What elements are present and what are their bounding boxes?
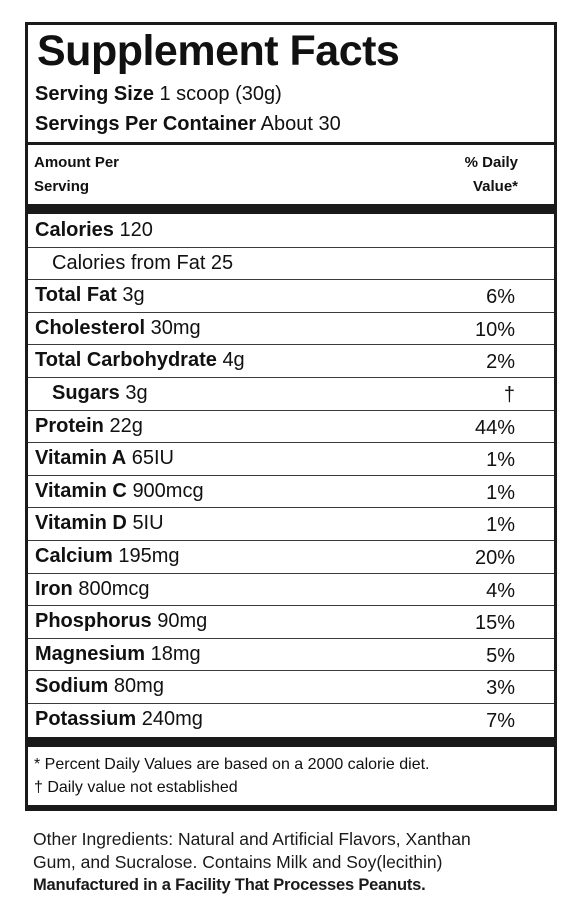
nutrient-name [35,511,164,535]
nutrient-amount: 195mg [118,544,180,567]
nutrient-amount: 18mg [150,642,201,665]
nutrient-row [28,606,554,639]
nutrient-label: Total Carbohydrate [35,349,217,372]
nutrient-row [28,378,554,411]
nutrient-daily-value: 3% [486,677,515,700]
nutrient-name [35,283,145,307]
serving-size [35,82,282,106]
nutrient-label: Vitamin D [35,512,127,535]
servings-per-container-label: Servings Per Container [35,113,257,135]
nutrient-label: Sodium [35,675,109,698]
supplement-facts-panel [25,22,557,811]
nutrient-amount: 120 [119,219,153,241]
serving-size-value: 1 scoop (30g) [159,83,282,105]
nutrient-row [28,443,554,476]
nutrient-label: Magnesium [35,642,146,665]
nutrient-label: Phosphorus [35,610,152,633]
nutrient-label: Protein [35,414,104,437]
nutrient-amount: 900mcg [132,479,204,502]
nutrient-label: Cholesterol [35,316,146,339]
nutrient-name [35,707,203,731]
nutrient-amount: 65IU [131,447,174,470]
nutrient-name [35,218,153,242]
nutrient-label: Vitamin A [35,447,127,470]
divider-thick [28,204,554,214]
nutrient-daily-value: 10% [474,318,515,341]
nutrient-row [28,541,554,574]
footnote-percent-dv: * Percent Daily Values are based on a 2000 calorie diet. [34,756,430,773]
nutrient-amount: Calories from Fat 25 [52,251,234,274]
nutrient-name [52,381,148,405]
nutrient-table [28,215,554,737]
ingredients-line-1: Other Ingredients: Natural and Artificial Flavors, Xanthan [33,829,471,849]
nutrient-row [28,280,554,313]
nutrient-daily-value: 2% [486,351,515,374]
nutrient-name [35,446,174,470]
nutrient-label: Calories [35,219,114,241]
nutrient-amount: 3g [122,284,145,307]
nutrient-row [28,639,554,672]
nutrient-row [28,574,554,607]
nutrient-amount: 30mg [150,316,201,339]
servings-per-container-value: About 30 [260,113,341,135]
divider-footer [28,805,554,808]
nutrient-name [35,642,201,666]
serving-size-label: Serving Size [35,83,154,105]
nutrient-amount: 80mg [113,675,164,698]
nutrient-amount: 3g [125,381,148,404]
nutrient-row [28,345,554,378]
nutrient-row [28,411,554,444]
nutrient-row [28,476,554,509]
header-dv-line-2: Value* [472,178,518,195]
other-ingredients [33,828,563,897]
nutrient-label: Vitamin C [35,479,127,502]
nutrient-label: Total Fat [35,284,117,307]
header-amount-per-serving [34,151,119,199]
nutrient-name [35,544,180,568]
nutrient-label: Iron [35,577,73,600]
nutrient-daily-value: 6% [486,286,515,309]
nutrient-daily-value: 4% [486,579,515,602]
nutrient-row [28,704,554,737]
nutrient-amount: 800mcg [78,577,150,600]
allergen-statement: Manufactured in a Facility That Processes Peanuts. [33,876,426,894]
nutrient-daily-value: 5% [486,644,515,667]
nutrient-label: Calcium [35,544,113,567]
nutrient-daily-value: 44% [474,416,515,439]
nutrient-row [28,215,554,248]
nutrient-row [28,671,554,704]
nutrient-daily-value: 1% [486,514,515,537]
nutrient-name [35,348,245,372]
nutrient-amount: 22g [109,414,143,437]
nutrient-name [35,316,201,340]
nutrient-row [28,508,554,541]
servings-per-container [35,112,341,136]
nutrient-daily-value: 1% [486,449,515,472]
nutrient-label: Sugars [52,381,120,404]
header-amount-line-1: Amount Per [34,154,120,171]
header-daily-value [465,151,518,199]
nutrient-row [28,313,554,346]
footnotes [34,753,430,799]
nutrient-daily-value: 1% [486,481,515,504]
nutrient-daily-value: 15% [474,612,515,635]
nutrient-name [52,251,233,275]
divider-thick-bottom [28,737,554,747]
nutrient-label: Potassium [35,707,137,730]
nutrient-amount: 4g [222,349,245,372]
divider-thin [28,142,554,145]
header-amount-line-2: Serving [34,178,90,195]
nutrient-name [35,479,204,503]
nutrient-name [35,674,164,698]
nutrient-daily-value: 7% [486,709,515,732]
nutrient-name [35,609,207,633]
nutrient-row [28,248,554,281]
nutrient-name [35,414,143,438]
nutrient-amount: 5IU [132,512,164,535]
nutrient-daily-value: 20% [474,546,515,569]
nutrient-daily-value: † [503,383,515,406]
header-dv-line-1: % Daily [464,154,518,171]
nutrient-amount: 90mg [157,610,208,633]
ingredients-line-2: Gum, and Sucralose. Contains Milk and Soy(lecithin) [33,852,443,872]
panel-title: Supplement Facts [37,27,400,75]
nutrient-amount: 240mg [141,707,203,730]
nutrient-name [35,577,150,601]
footnote-dagger: † Daily value not established [34,779,238,796]
